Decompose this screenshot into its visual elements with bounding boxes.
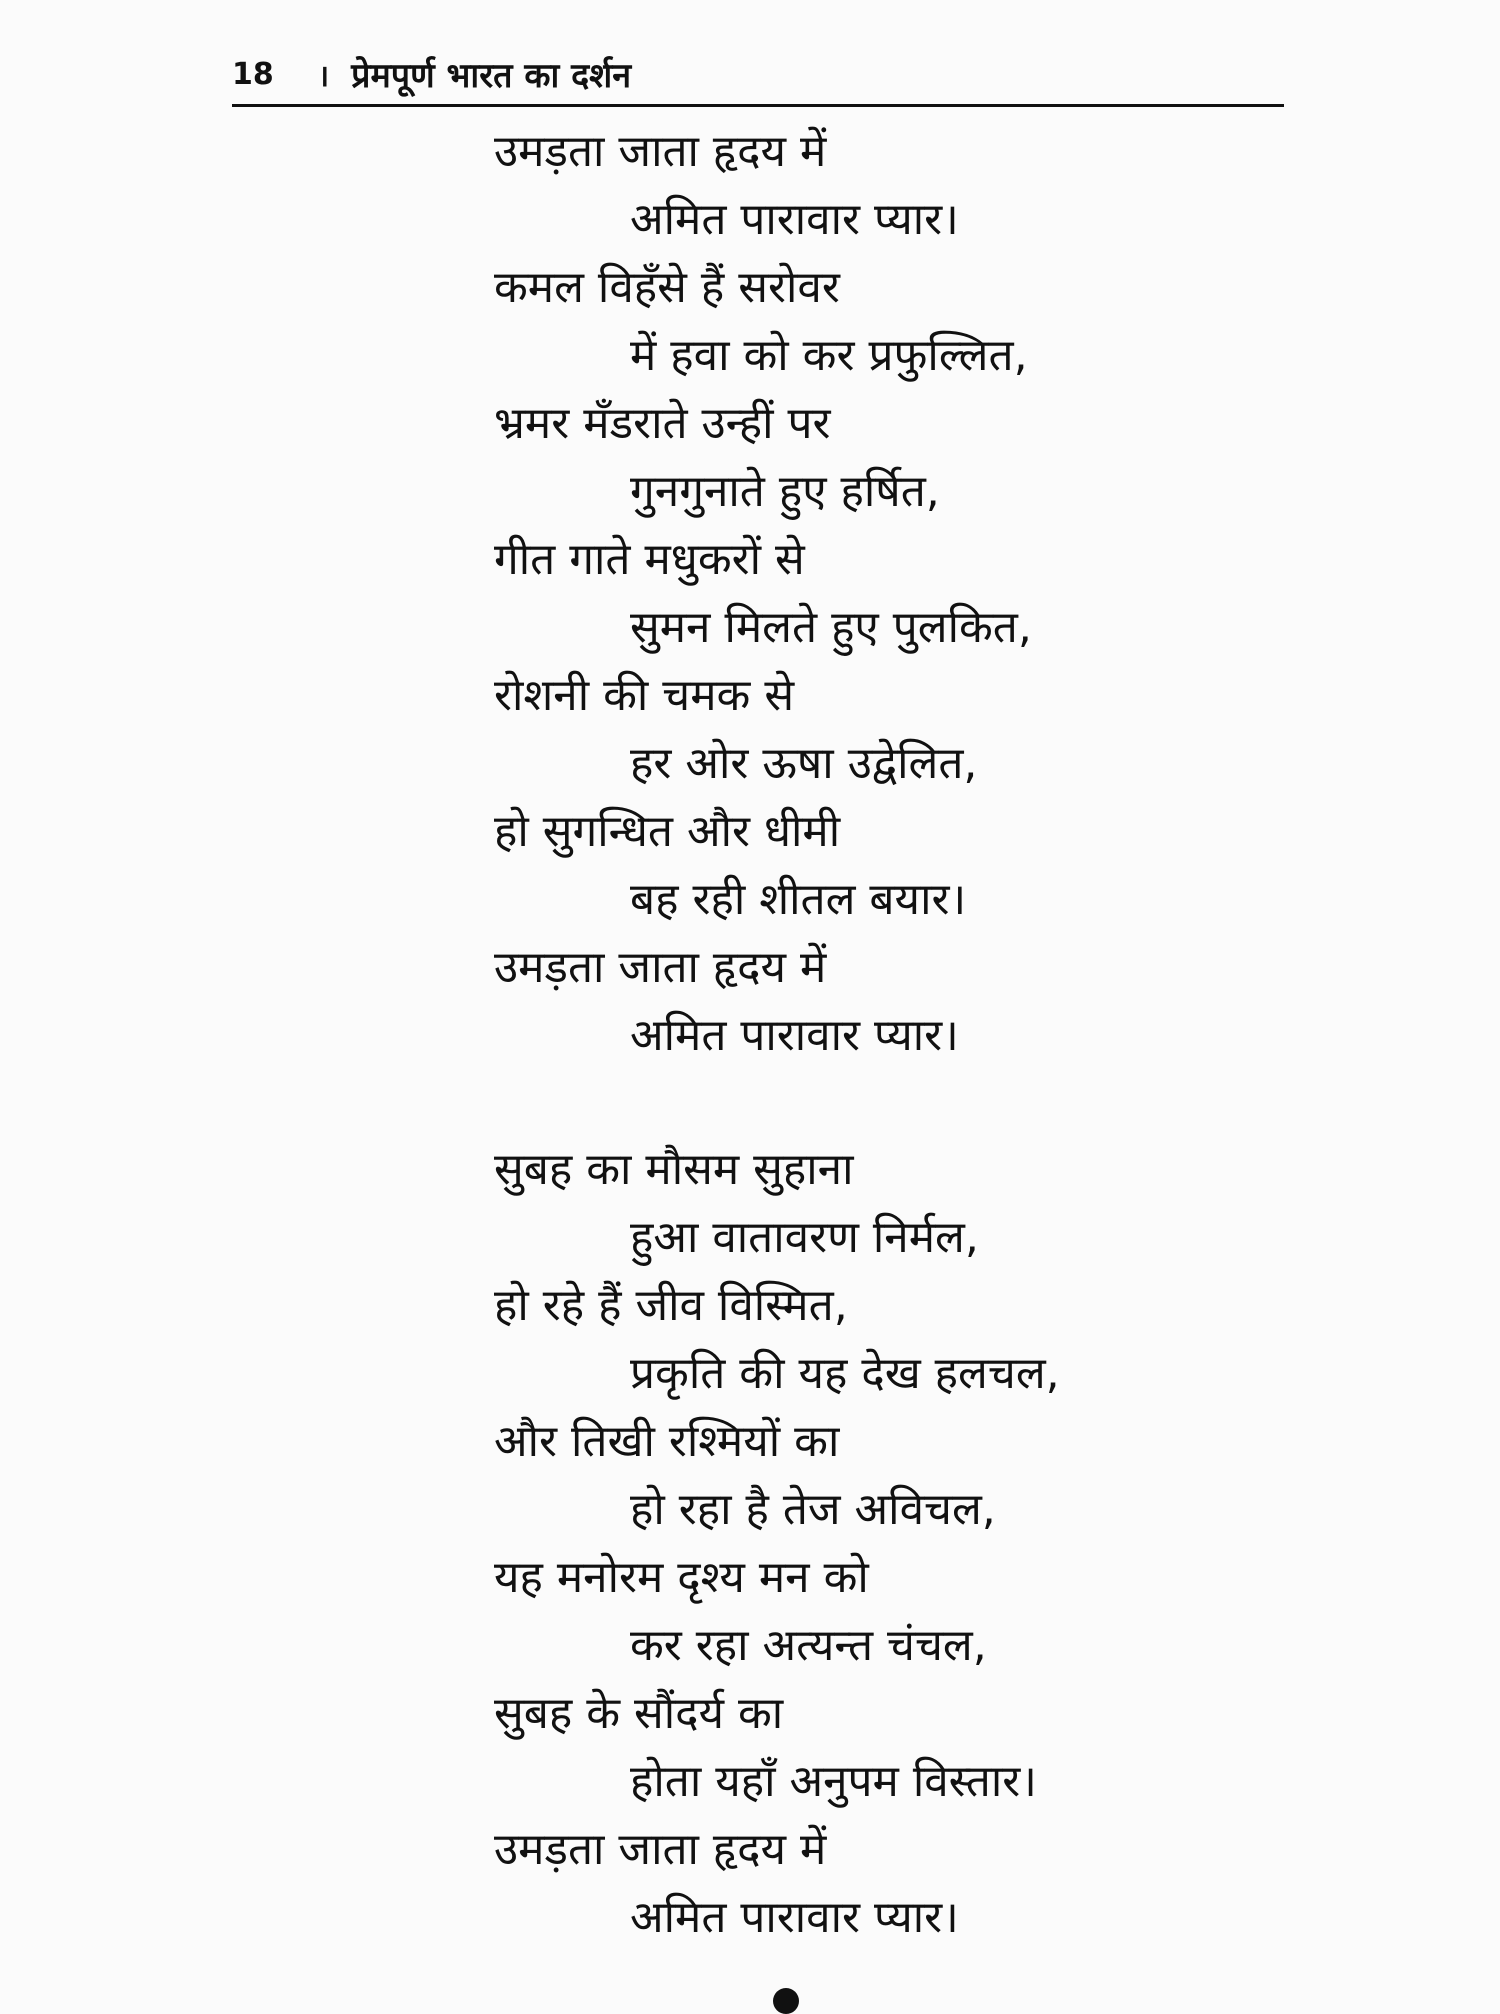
poem-line: अमित पारावार प्यार।	[630, 194, 959, 245]
poem-line: प्रकृति की यह देख हलचल,	[630, 1348, 1060, 1399]
poem-line: गुनगुनाते हुए हर्षित,	[630, 466, 940, 517]
poem-line: और तिखी रश्मियों का	[494, 1416, 840, 1467]
page-number: 18	[232, 56, 274, 92]
poem-line: सुबह का मौसम सुहाना	[494, 1144, 854, 1195]
poem-line: गीत गाते मधुकरों से	[494, 534, 805, 585]
running-title: प्रेमपूर्ण भारत का दर्शन	[351, 56, 632, 96]
poem-line: बह रही शीतल बयार।	[630, 874, 967, 925]
poem-line: भ्रमर मँडराते उन्हीं पर	[494, 398, 831, 449]
poem-line: रोशनी की चमक से	[494, 670, 795, 721]
poem-line: अमित पारावार प्यार।	[630, 1010, 959, 1061]
poem-line: हर ओर ऊषा उद्वेलित,	[630, 738, 978, 789]
poem-line: कमल विहँसे हैं सरोवर	[494, 262, 840, 313]
poem-line: यह मनोरम दृश्य मन को	[494, 1552, 869, 1603]
poem-line: सुबह के सौंदर्य का	[494, 1688, 784, 1739]
poem-line: उमड़ता जाता हृदय में	[494, 1824, 827, 1875]
poem-line: हुआ वातावरण निर्मल,	[630, 1212, 979, 1263]
poem-line: सुमन मिलते हुए पुलकित,	[630, 602, 1032, 653]
end-bullet-icon	[773, 1988, 799, 2014]
header-separator: ।	[317, 58, 330, 94]
poem-line: हो सुगन्धित और धीमी	[494, 806, 841, 857]
poem-line: हो रहा है तेज अविचल,	[630, 1484, 996, 1535]
poem-line: हो रहे हैं जीव विस्मित,	[494, 1280, 848, 1331]
poem-line: कर रहा अत्यन्त चंचल,	[630, 1620, 987, 1671]
poem-line: अमित पारावार प्यार।	[630, 1892, 959, 1943]
poem-line: होता यहाँ अनुपम विस्तार।	[630, 1756, 1037, 1807]
poem-line: में हवा को कर प्रफुल्लित,	[630, 330, 1028, 381]
poem-line: उमड़ता जाता हृदय में	[494, 126, 827, 177]
poem-line: उमड़ता जाता हृदय में	[494, 942, 827, 993]
